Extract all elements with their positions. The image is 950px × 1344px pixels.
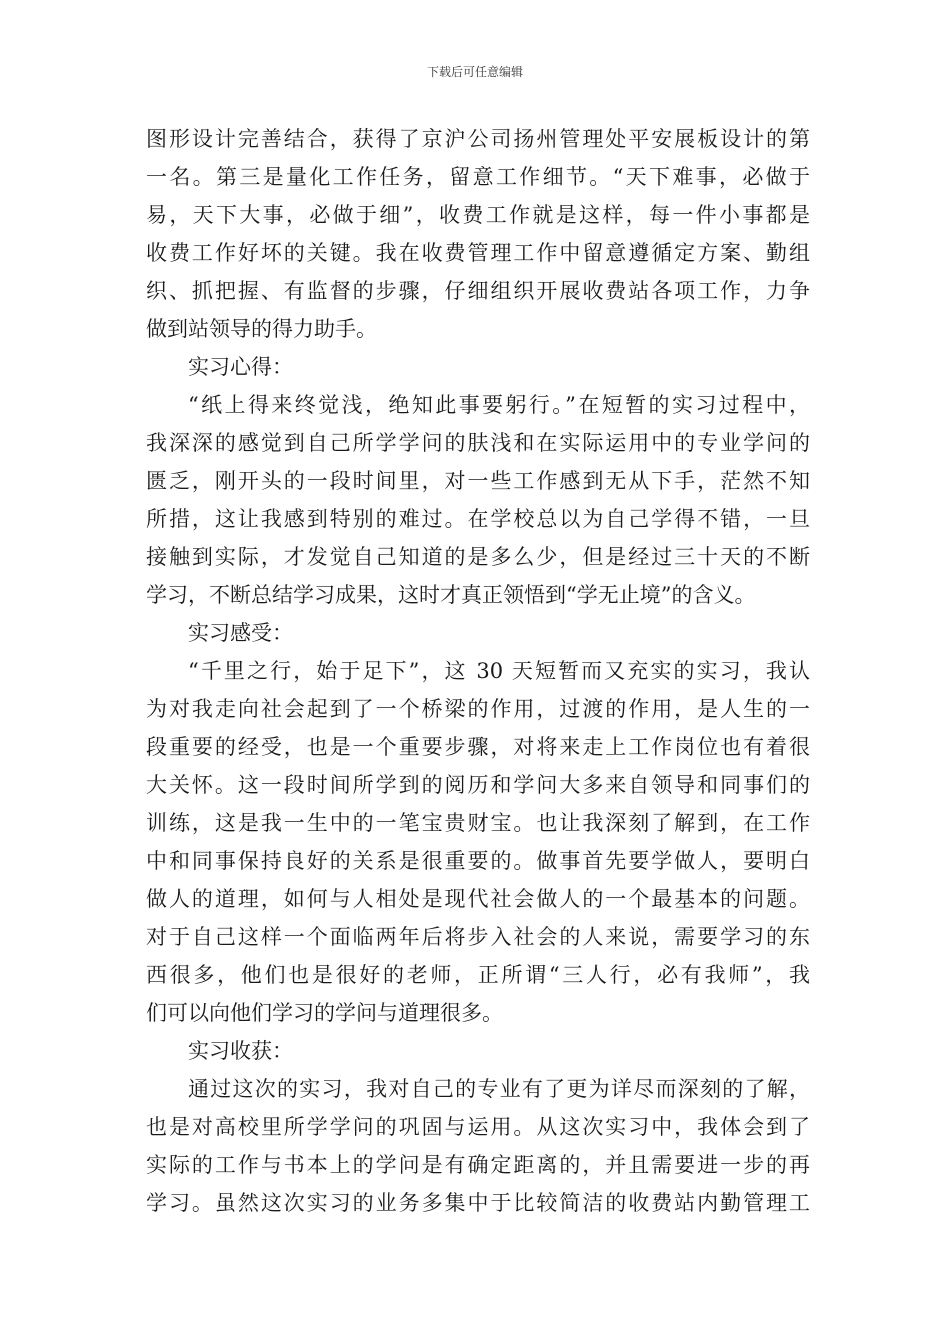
text-line: 学习。虽然这次实习的业务多集中于比较简洁的收费站内勤管理工 [146, 1191, 810, 1215]
text-line: 实际的工作与书本上的学问是有确定距离的，并且需要进一步的再 [146, 1153, 810, 1177]
section-heading: 实习感受： [188, 621, 293, 645]
text-line: 图形设计完善结合，获得了京沪公司扬州管理处平安展板设计的第 [146, 127, 810, 151]
text-line: 们可以向他们学习的学问与道理很多。 [146, 1001, 503, 1025]
page-header: 下载后可任意编辑 [426, 65, 523, 79]
section-heading: 实习收获： [188, 1039, 293, 1063]
text-line: 学习，不断总结学习成果，这时才真正领悟到“学无止境”的含义。 [146, 583, 756, 607]
text-line: 通过这次的实习，我对自己的专业有了更为详尽而深刻的了解， [188, 1077, 810, 1101]
text-line: 一名。第三是量化工作任务，留意工作细节。“天下难事，必做于 [146, 165, 810, 189]
text-line: 匮乏，刚开头的一段时间里，对一些工作感到无从下手，茫然不知 [146, 469, 810, 493]
document-body [146, 120, 810, 1222]
text-line: 训练，这是我一生中的一笔宝贵财宝。也让我深刻了解到，在工作 [146, 811, 810, 835]
text-line: 段重要的经受，也是一个重要步骤，对将来走上工作岗位也有着很 [146, 735, 810, 759]
text-line: 收费工作好坏的关键。我在收费管理工作中留意遵循定方案、勤组 [146, 241, 810, 265]
text-line: 织、抓把握、有监督的步骤，仔细组织开展收费站各项工作，力争 [146, 279, 810, 303]
text-line: 也是对高校里所学学问的巩固与运用。从这次实习中，我体会到了 [146, 1115, 810, 1139]
text-line: “千里之行，始于足下”，这 30 天短暂而又充实的实习，我认 [188, 659, 810, 683]
text-line: 大关怀。这一段时间所学到的阅历和学问大多来自领导和同事们的 [146, 773, 810, 797]
text-line: “纸上得来终觉浅，绝知此事要躬行。”在短暂的实习过程中， [188, 393, 810, 417]
text-line: 为对我走向社会起到了一个桥梁的作用，过渡的作用，是人生的一 [146, 697, 810, 721]
text-line: 中和同事保持良好的关系是很重要的。做事首先要学做人，要明白 [146, 849, 810, 873]
text-line: 所措，这让我感到特别的难过。在学校总以为自己学得不错，一旦 [146, 507, 810, 531]
text-line: 对于自己这样一个面临两年后将步入社会的人来说，需要学习的东 [146, 925, 810, 949]
section-heading: 实习心得： [188, 355, 293, 379]
text-line: 我深深的感觉到自己所学学问的肤浅和在实际运用中的专业学问的 [146, 431, 810, 455]
text-line: 做人的道理，如何与人相处是现代社会做人的一个最基本的问题。 [146, 887, 810, 911]
text-line: 易，天下大事，必做于细”，收费工作就是这样，每一件小事都是 [146, 203, 810, 227]
text-line: 做到站领导的得力助手。 [146, 317, 377, 341]
text-line: 西很多，他们也是很好的老师，正所谓“三人行，必有我师”，我 [146, 963, 810, 987]
text-line: 接触到实际，才发觉自己知道的是多么少，但是经过三十天的不断 [146, 545, 810, 569]
